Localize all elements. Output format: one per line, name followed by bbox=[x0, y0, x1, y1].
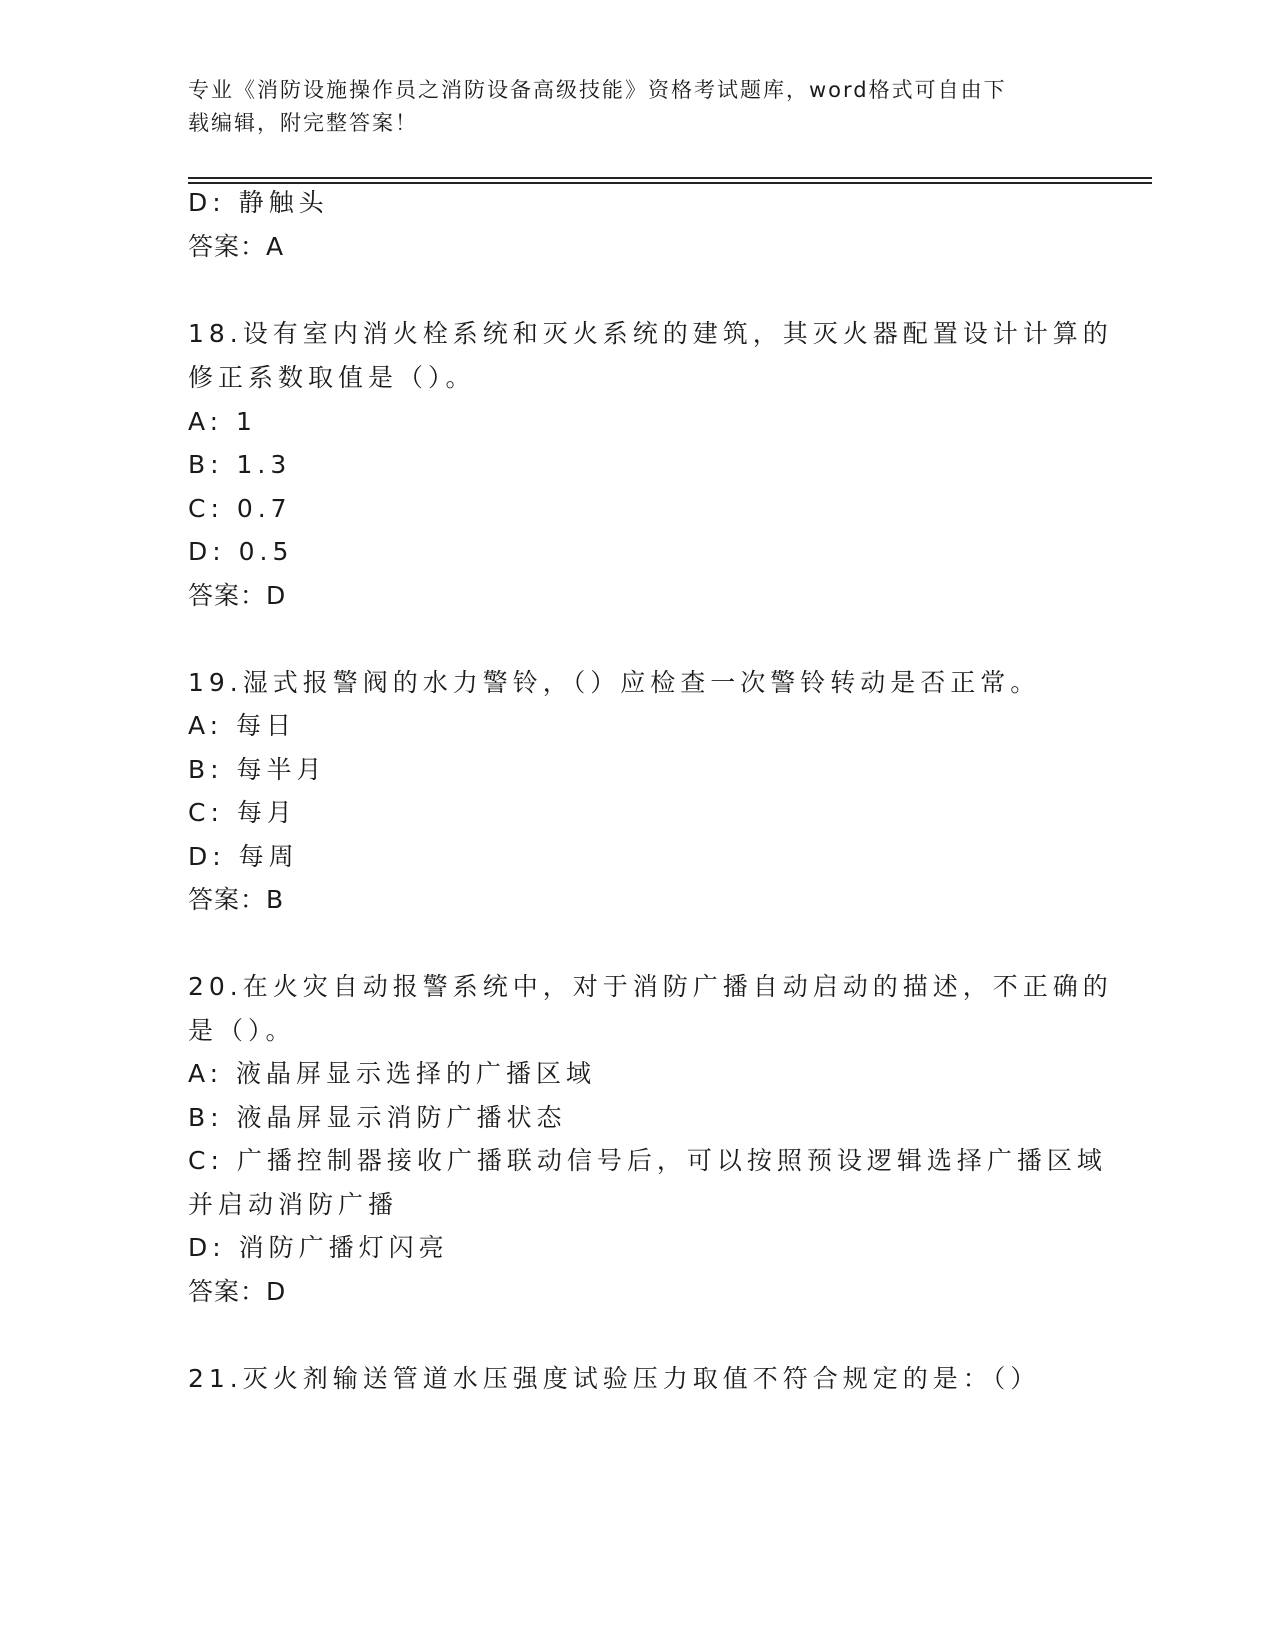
q19-stem-line-1: 19.湿式报警阀的水力警铃，（）应检查一次警铃转动是否正常。 bbox=[188, 668, 1041, 697]
q20-stem-line-1: 20.在火灾自动报警系统中，对于消防广播自动启动的描述，不正确的 bbox=[188, 972, 1113, 1001]
header-line-2: 载编辑，附完整答案！ bbox=[188, 111, 418, 135]
q19-option-d: D: 每周 bbox=[188, 842, 299, 871]
q18-option-b: B: 1.3 bbox=[188, 450, 292, 479]
q18-option-c: C: 0.7 bbox=[188, 494, 292, 523]
q18-answer: 答案：D bbox=[188, 581, 287, 610]
q18-option-d: D: 0.5 bbox=[188, 537, 294, 566]
q20-option-c-line-1: C: 广播控制器接收广播联动信号后，可以按照预设逻辑选择广播区域 bbox=[188, 1146, 1107, 1175]
q20-option-a: A: 液晶屏显示选择的广播区域 bbox=[188, 1059, 597, 1088]
q20-answer: 答案：D bbox=[188, 1277, 287, 1306]
q18-stem-line-2: 修正系数取值是（）。 bbox=[188, 363, 476, 392]
prev-option-d: D: 静触头 bbox=[188, 188, 329, 217]
document-header bbox=[188, 74, 1068, 140]
q18-option-a: A: 1 bbox=[188, 407, 257, 436]
q20-option-d: D: 消防广播灯闪亮 bbox=[188, 1233, 449, 1262]
q20-option-b: B: 液晶屏显示消防广播状态 bbox=[188, 1103, 567, 1132]
q18-stem-line-1: 18.设有室内消火栓系统和灭火系统的建筑，其灭火器配置设计计算的 bbox=[188, 319, 1113, 348]
prev-answer: 答案：A bbox=[188, 232, 285, 261]
q19-option-c: C: 每月 bbox=[188, 798, 297, 827]
q19-answer: 答案：B bbox=[188, 885, 285, 914]
q20-stem-line-2: 是（）。 bbox=[188, 1016, 296, 1045]
q20-option-c-line-2: 并启动消防广播 bbox=[188, 1190, 399, 1219]
q21-stem-line-1: 21.灭火剂输送管道水压强度试验压力取值不符合规定的是：（） bbox=[188, 1364, 1041, 1393]
header-line-1: 专业《消防设施操作员之消防设备高级技能》资格考试题库，word格式可自由下 bbox=[188, 78, 1007, 102]
q19-option-b: B: 每半月 bbox=[188, 755, 327, 784]
header-divider-top bbox=[188, 177, 1152, 179]
q19-option-a: A: 每日 bbox=[188, 711, 297, 740]
header-divider-bottom bbox=[188, 182, 1152, 184]
